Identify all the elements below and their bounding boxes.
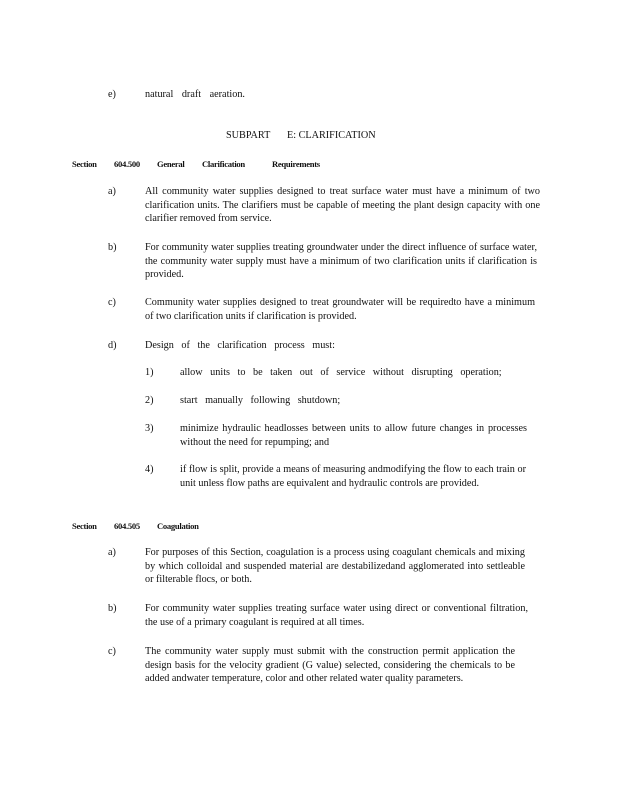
s500-d4-text: if flow is split, provide a means of measuring andmodifying the flow to each train or unit unless flow paths are equivalent and hydraulic controls are provided. bbox=[180, 464, 526, 489]
section-500-title-requirements: Requirements bbox=[272, 159, 320, 169]
s505-c-label: c) bbox=[108, 646, 116, 657]
subpart-label: SUBPART bbox=[226, 130, 271, 141]
s500-d3-label: 3) bbox=[145, 423, 154, 434]
s500-b-text: For community water supplies treating groundwater under the direct influence of surface water, the community water supply must have a minimum of two clarification units if clarification is provided. bbox=[145, 242, 537, 281]
s500-d-text: Design of the clarification process must: bbox=[145, 340, 335, 351]
s500-c-text: Community water supplies designed to treat groundwater will be requiredto have a minimum of two clarification units if clarification is provided. bbox=[145, 297, 535, 322]
s500-a-text: All community water supplies designed to treat surface water must have a minimum of two clarification units. The clarifiers must be capable of meeting the plant design capacity with one clarifier removed from service. bbox=[145, 186, 540, 225]
s505-c-text: The community water supply must submit with the construction permit application the design basis for the velocity gradient (G value) selected, considering the chemicals to be added andwater temperature, color and other related water quality parameters. bbox=[145, 646, 515, 685]
s505-b-label: b) bbox=[108, 603, 117, 614]
item-e-label: e) bbox=[108, 89, 116, 100]
s500-d4-label: 4) bbox=[145, 464, 154, 475]
s500-d-label: d) bbox=[108, 340, 117, 351]
s500-d1-text: allow units to be taken out of service without disrupting operation; bbox=[180, 367, 502, 378]
s500-d2-text: start manually following shutdown; bbox=[180, 395, 341, 406]
section-505-word: Section bbox=[72, 521, 97, 531]
s500-c-label: c) bbox=[108, 297, 116, 308]
s500-d2-label: 2) bbox=[145, 395, 154, 406]
section-505-number: 604.505 bbox=[114, 521, 140, 531]
item-e-text: natural draft aeration. bbox=[145, 89, 245, 100]
s500-b-label: b) bbox=[108, 242, 117, 253]
s505-a-text: For purposes of this Section, coagulation is a process using coagulant chemicals and mixing by which colloidal and suspended material are destabilizedand agglomerated into settleable or filterable flocs, or both. bbox=[145, 547, 525, 586]
section-500-title-general: General bbox=[157, 159, 185, 169]
section-505-title: Coagulation bbox=[157, 521, 199, 531]
s500-d3-text: minimize hydraulic headlosses between units to allow future changes in processes without the need for repumping; and bbox=[180, 423, 527, 448]
s505-a-label: a) bbox=[108, 547, 116, 558]
s505-b-text: For community water supplies treating surface water using direct or conventional filtration, the use of a primary coagulant is required at all times. bbox=[145, 603, 528, 628]
subpart-title: E: CLARIFICATION bbox=[287, 130, 376, 141]
section-500-title-clarification: Clarification bbox=[202, 159, 245, 169]
section-500-word: Section bbox=[72, 159, 97, 169]
section-500-number: 604.500 bbox=[114, 159, 140, 169]
s500-a-label: a) bbox=[108, 186, 116, 197]
s500-d1-label: 1) bbox=[145, 367, 154, 378]
